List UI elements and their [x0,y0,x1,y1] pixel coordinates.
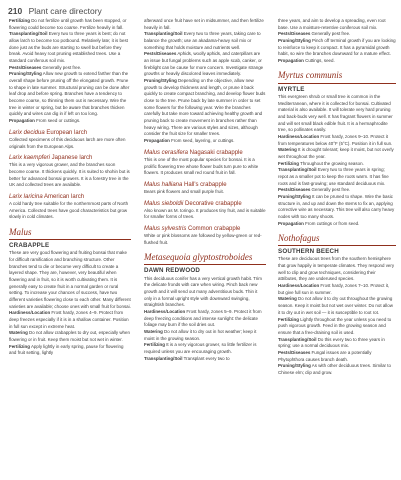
species-heading-malus-sylvestris: Malus sylvestris Common crabapple [144,226,241,233]
column-3 [278,18,396,377]
care-paragraph: Propagation From seed, layering, or cuttings. [144,138,235,144]
section-divider [278,245,396,246]
care-paragraph: Pruning/Styling Allow new growth to extend farther than the overall shape before pruning off the elongated growth. Prune to shape in late summer. Structural pruning can be done after leaf drop and before spring. Branches have a tendency to become coarse, so thinning them out is necessary. Wire the tree in winter or spring, but be aware that branches thicken quickly and wires can dig in if left on too long. [9,71,130,117]
care-paragraph: Fertilizing It is a very vigorous grower, so little fertilizer is required unless you are encouraging growth. [144,342,257,355]
care-paragraph: Pests/Diseases Generally pest free. [9,64,82,70]
genus-heading-malus: Malus [9,226,32,237]
care-paragraph: Transplanting/Soil Every two to three years is best; do not allow larch to become too potbound. Relatively late; it is best done just as the buds are starting to swell but before they break. Avoid heavy root pruning established trees. Use a standard coniferous soil mix. [9,31,128,64]
common-name-heading: CRABAPPLE [9,241,50,249]
care-paragraph: Watering Do not allow it to dry out throughout the growing season. Keep it moist but not wet over winter. Do not allow it to dry out in wet soil — it is susceptible to root rot. [278,296,393,315]
page-number: 210 [8,6,23,16]
genus-description: This evergreen shrub or small tree is common in the Mediterranean, where it is collected for bonsai. Cultivated material is also available. It will tolerate very hard pruning and back-buds very well. It has fragrant flowers in summer and will set small black edible fruit. It is a hermaphrodite tree, so pollinates easily. [278,93,393,133]
care-paragraph: Pests/Diseases Generally pest free. [278,187,351,193]
care-paragraph: Hardiness/Location Frost hardy, zones 5–9. Protect it from deep freezing conditions and intense sunlight: the delicate foliage may burn if the soil dries out. [144,309,262,328]
care-paragraph: Transplanting/Soil Do this every two to three years in spring; use a normal deciduous mix. [278,336,385,349]
section-divider [278,83,396,84]
species-description: A cold hardy tree suitable for the northernmost parts of North America. Collected trees have good characteristics but grow slowly in cold climates. [9,201,129,220]
genus-description: This deciduous conifer has a very vertical growth habit. Trim the delicate fronds with care when wiring. Pinch back new growth and it will send out many adventitious buds. Thin it only in a formal upright style with downward swinging, straightish branches. [144,275,262,308]
care-paragraph: Pests/Diseases Aphids, woolly aphids, and caterpillars are an issue but fungal problems such as apple scab, canker, or fireblight can be cause for more concern. Investigate strange growths or heavily discolored leaves immediately. [144,51,264,77]
care-paragraph: afterward once fruit have set in midsummer, and then fertilize heavily in fall. [144,18,264,30]
species-description: Bears pink flowers and small purple fruit. [144,188,224,194]
species-heading-malus-halliana: Malus halliana Hall's crabapple [144,181,227,188]
care-paragraph: Watering Do not allow it to dry out in hot weather; keep it moist in the growing season. [144,329,257,341]
common-name-heading: SOUTHERN BEECH [278,248,339,256]
care-paragraph: Watering Do not allow crabapples to dry out, especially when flowering or in fruit. Keep them moist but not wet in winter. [9,330,130,342]
genus-heading-myrtus: Myrtus communis [278,70,343,81]
genus-heading-metasequoia: Metasequoia glyptostroboides [144,252,253,263]
care-paragraph: Pruning/Styling Pinch off terminal growth if you are looking to reinforce to keep it compact. It has a pyramidal growth habit, so wire the branches downward for a mature effect. [278,38,396,57]
species-heading-malus-sieboldii: Malus sieboldii Decorative crabapple [144,200,242,207]
species-description: Also known as M. toringo. It produces tiny fruit, and is suitable for smaller forms of trees. [144,207,266,220]
care-paragraph: Watering It is drought tolerant; keep it moist, but not overly wet throughout the year. [278,147,394,159]
species-heading-malus-cerasifera: Malus cerasifera Nagasaki crabapple [144,149,243,156]
species-description: Collected specimens of this deciduous larch are more often originals from the European Alps. [9,136,126,149]
care-paragraph: Transplanting/Soil Transplant every two to [144,355,230,361]
species-heading-larix-decidua: Larix decidua European larch [9,129,88,136]
common-name-heading: MYRTLE [278,85,305,93]
column-1 [9,18,131,357]
species-heading-larix-laricina: Larix laricina American larch [9,193,85,200]
care-paragraph: Hardiness/Location Frost hardy, zones 4–9. Protect from deep freezes especially if it is in a shallow container. Position in full sun except in extreme heat. [9,310,129,329]
care-paragraph: Fertilizing Do not fertilize until growth has been stopped, or flowering could become too coarse. Fertilize heavily in fall. [9,18,127,30]
care-paragraph: Propagation From cuttings or from seed. [278,220,360,226]
care-paragraph: Pruning/Styling It can be pruned to shape. Wire the basic structure in, and up and down the stems to fix an, applying corrective wire as necessary. This tree will also carry heavy nodes with too many shoots. [278,193,395,219]
care-paragraph: Fertilizing Lightly throughout the year unless you need to push vigorous growth. Feed in the growing season and ensure that a free-draining soil is used. [278,316,392,335]
care-paragraph: Propagation Cuttings, seed. [278,58,335,64]
page-header [8,6,102,16]
care-paragraph: Pests/Diseases Fungal issues are a potentially Phytophthora causes branch death. [278,349,372,362]
column-2 [144,18,266,362]
genus-description: These are deciduous trees from the southern hemisphere that grow happily in temperate climates. They respond very well to clip and grow techniques, considering their attributes, they are underused species. [278,256,395,282]
page-title: Plant care directory [28,6,102,16]
species-description: White or pink blossoms are followed by yellow-green or red-flushed fruit. [144,233,262,245]
species-heading-larix-kaempferi: Larix kaempferi Japanese larch [9,155,93,162]
care-paragraph: Pruning/Styling Depending on the objective, allow new growth to develop thickness and length, or prune it back quickly to create compact branching, and develop flower buds close to the tree. Prune back by late summer in order to set some flowers for the following year. Wire the branches carefully but take more toward achieving healthy growth and pruning back to create movement in branches rather than heavy wiring. There are various styles and sizes, although consider the fruit size for smaller trees. [144,78,266,137]
care-paragraph: Fertilizing Throughout the growing season. [278,160,364,166]
genus-heading-nothofagus: Nothofagus [278,232,320,243]
genus-description: These are very good flowering and fruiting bonsai that make for difficult ramification and branching structure. Other branches tend to die or become very difficult to create a layered shape. They are, however, very beautiful when flowering and in fruit, so it is worth cultivating them. It is generally easy to create fruit in a normal garden or rural setting. To increase your chances of success, have two different varieties flowering close to each other. Many different varieties are available; choose ones with small fruit for bonsai. [9,250,131,309]
section-divider [144,264,266,265]
care-paragraph: Transplanting/Soil Every two to three years, taking care to balance the growth; use an akadama-heavy soil mix or something that holds moisture and nutrients well. [144,31,261,50]
care-paragraph: three years, and aim to develop a spreading, even root base. Use a moisture-retentive coniferous soil mix. [278,18,386,30]
care-paragraph: Propagation From seed or cuttings. [9,118,81,124]
care-paragraph: Hardiness/Location Frost hardy, zones 9–10. Protect it from temperatures below 40°F (5°C). Position it in full sun. [278,133,393,146]
common-name-heading: DAWN REDWOOD [144,267,201,275]
care-paragraph: Hardiness/Location Frost hardy, zones 7–10. Protect it, but give full sun in summer. [278,283,390,295]
care-paragraph: Pruning/Styling As with other deciduous trees. Similar to Chinese elm; clip and grow. [278,363,391,375]
species-description: This is a very vigorous grower, and the branches soon become coarse. It thickens quickly. It is suited to shohin but is better for advanced bonsai growers. It is a forestry tree in the UK and collected trees are available. [9,162,130,188]
care-paragraph: Pests/Diseases Generally pest free. [278,31,351,37]
section-divider [9,239,131,240]
care-paragraph: Transplanting/Soil Every two to three years in spring; repot as a smaller pot to keep the roots warm. It has fine roots and is fast-growing; use standard deciduous mix. [278,167,389,186]
species-description: This is one of the most popular species for bonsai. It is a prolific flowering tree whose flower buds turn pure to white flowers. It produces small red round fruit in fall. [144,156,259,176]
care-paragraph: Fertilizing Apply lightly in early spring, pause for flowering and fruit setting, lightly [9,343,124,356]
